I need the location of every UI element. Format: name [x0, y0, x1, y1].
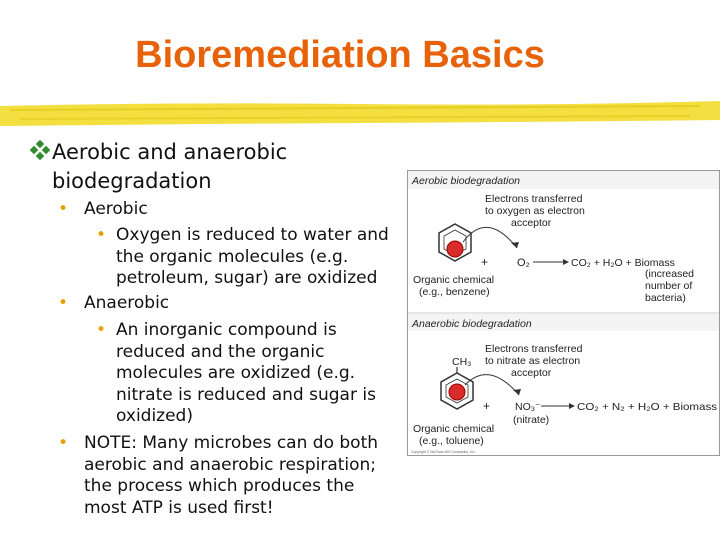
sub-bullet-aerobic-detail: Oxygen is reduced to water and the organic molecules (e.g. petroleum, sugar) are oxidized — [116, 225, 389, 288]
copyright-note: Copyright © McGraw-Hill Companies, Inc. — [411, 450, 476, 454]
biomass-note: (increased number of bacteria) — [645, 268, 695, 304]
aerobic-title: Aerobic biodegradation — [412, 175, 520, 187]
anaerobic-title: Anaerobic biodegradation — [412, 318, 532, 330]
anaerobic-acceptor-name: (nitrate) — [513, 414, 550, 426]
bullet-dot: • — [96, 225, 107, 245]
aerobic-organic-example: (e.g., benzene) — [419, 286, 490, 298]
main-bullet-text: Aerobic and anaerobic biodegradation — [52, 140, 288, 193]
title-highlight-stroke — [0, 92, 720, 137]
sub-bullet-anaerobic: Anaerobic — [84, 293, 170, 313]
diamond-cluster-icon — [30, 140, 50, 160]
benzene-molecule-icon — [439, 224, 471, 261]
bullet-dot: • — [96, 320, 107, 340]
sub-bullet-aerobic: Aerobic — [84, 199, 148, 219]
anaerobic-products: CO₂ + N₂ + H₂O + Biomass — [577, 401, 717, 413]
anaerobic-plus: + — [483, 399, 491, 413]
sub-bullet-note: NOTE: Many microbes can do both aerobic and anaerobic respiration; the process which produces the most ATP is used first! — [84, 433, 379, 518]
methyl-label: CH₃ — [452, 356, 472, 368]
bullet-dot: • — [58, 293, 69, 313]
anaerobic-organic-label: Organic chemical — [413, 423, 495, 435]
anaerobic-organic-example: (e.g., toluene) — [419, 435, 484, 447]
aerobic-acceptor: O₂ — [517, 257, 530, 269]
aerobic-organic-label: Organic chemical — [413, 274, 495, 286]
aerobic-plus: + — [481, 255, 489, 269]
anaerobic-acceptor: NO₃⁻ — [515, 401, 541, 413]
aerobic-electron-note: Electrons transferred to oxygen as electron acceptor — [485, 193, 585, 229]
bullet-dot: • — [58, 199, 69, 219]
anaerobic-electron-note: Electrons transferred to nitrate as electron acceptor — [485, 343, 583, 379]
aerobic-products: CO₂ + H₂O + Biomass — [571, 257, 675, 269]
page-title: Bioremediation Basics — [135, 34, 545, 76]
biodegradation-figure — [407, 170, 720, 456]
sub-bullet-anaerobic-detail: An inorganic compound is reduced and the organic molecules are oxidized (e.g. nitrate is reduced and sugar is oxidized) — [116, 320, 376, 426]
bullet-dot: • — [58, 433, 69, 453]
